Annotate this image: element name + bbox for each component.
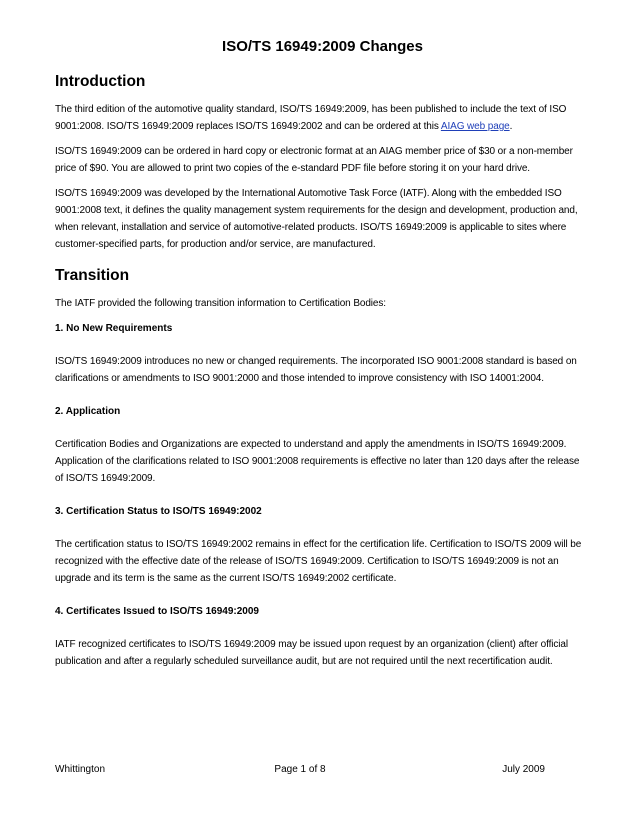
document-page	[55, 38, 590, 678]
item-title: 1. No New Requirements	[55, 323, 173, 334]
item-title: 3. Certification Status to ISO/TS 16949:2002	[55, 506, 262, 517]
item-body: Certification Bodies and Organizations are expected to understand and apply the amendments in ISO/TS 16949:2009. Application of the clarifications related to ISO 9001:2008 requirements is effective no later than 120 days after the release of ISO/TS 16949:2009.	[55, 439, 580, 484]
item-body: The certification status to ISO/TS 16949:2002 remains in effect for the certification life. Certification to ISO/TS 2009 will be recognized with the effective date of the release of ISO/TS 16949:2009. Certification to ISO/TS 16949:2009 is not an upgrade and its term is the same as the current ISO/TS 16949:2002 certificate.	[55, 539, 582, 584]
intro-p1-text: The third edition of the automotive quality standard, ISO/TS 16949:2009, has been published to include the text of ISO 9001:2008. ISO/TS 16949:2009 replaces ISO/TS 16949:2002 and can be ordered at this	[55, 104, 567, 132]
intro-paragraph-1	[55, 101, 590, 135]
transition-intro: The IATF provided the following transition information to Certification Bodies:	[55, 298, 386, 309]
intro-paragraph-2: ISO/TS 16949:2009 can be ordered in hard copy or electronic format at an AIAG member price of $30 or a non-member price of $90. You are allowed to print two copies of the e-standard PDF file before storing it on your hard drive.	[55, 146, 573, 174]
aiag-web-page-link[interactable]: AIAG web page	[440, 121, 510, 132]
item-body: ISO/TS 16949:2009 introduces no new or changed requirements. The incorporated ISO 9001:2008 standard is based on clarifications or amendments to ISO 9001:2000 and those intended to improve consistency with ISO 14001:2004.	[55, 356, 577, 384]
footer-page-number: Page 1 of 8	[274, 764, 326, 775]
item-body: IATF recognized certificates to ISO/TS 16949:2009 may be issued upon request by an organization (client) after official publication and after a regularly scheduled surveillance audit, but are not required until the next recertification audit.	[55, 639, 569, 667]
item-title: 4. Certificates Issued to ISO/TS 16949:2009	[55, 606, 259, 617]
transition-heading: Transition	[55, 267, 130, 284]
transition-section	[55, 267, 590, 670]
footer-author: Whittington	[55, 764, 106, 775]
intro-p1-end: .	[509, 121, 513, 132]
intro-paragraph-3: ISO/TS 16949:2009 was developed by the International Automotive Task Force (IATF). Along with the embedded ISO 9001:2008 text, it defines the quality management system requirements for the design and development, production and, when relevant, installation and service of automotive-related products. ISO/TS 16949:2009 is applicable to sites where customer-specified parts, for production and/or service, are manufactured.	[55, 188, 578, 250]
page-title: ISO/TS 16949:2009 Changes	[222, 38, 423, 55]
introduction-section	[55, 73, 590, 253]
page-footer	[55, 764, 545, 775]
item-title: 2. Application	[55, 406, 121, 417]
introduction-heading: Introduction	[55, 73, 146, 90]
footer-date: July 2009	[502, 764, 545, 775]
